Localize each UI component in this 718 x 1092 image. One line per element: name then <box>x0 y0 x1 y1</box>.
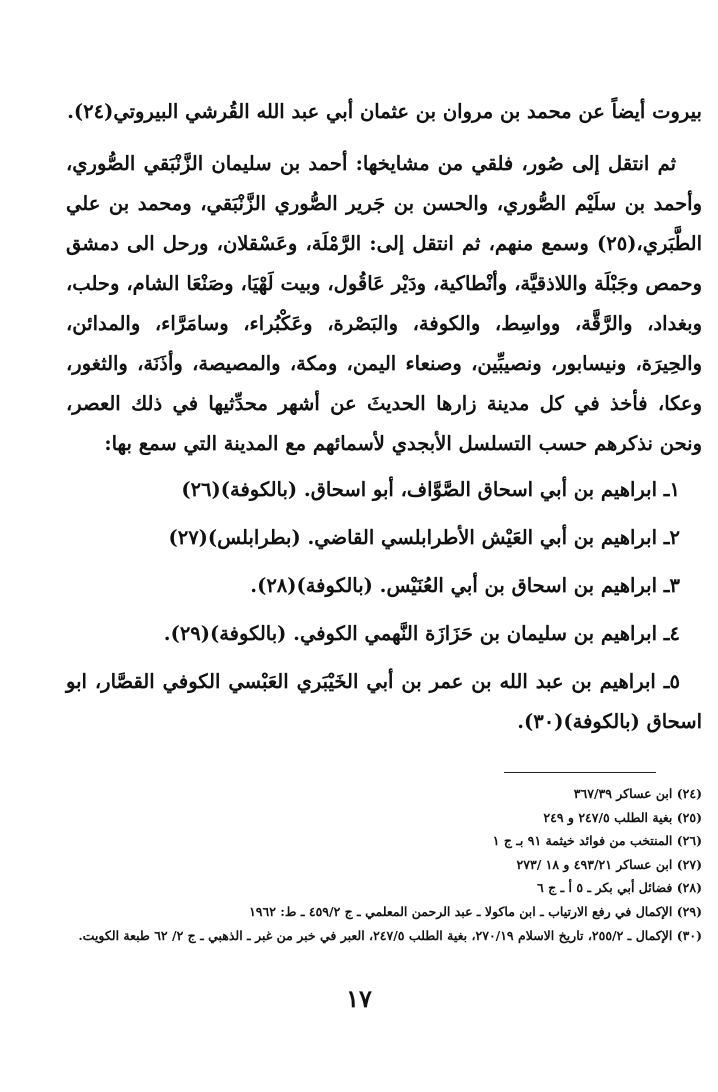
paragraph-travels: ثم انتقل إلى صُور، فلقي من مشايخها: أحمد بن سليمان الزَّنْبَقي الصُّوري، وأحمد بن سلَيْم الصُّوري، والحسن بن جَرير الصُّوري الزَّنْبَقي، ومحمد بن علي الطَّبَري،(٢٥) وسمع منهم، ثم انتقل إلى: الرَّمْلَة، وعَسْقلان، ورحل الى دمشق وحمص وجَبْلَة واللاذقيَّة، وأنْطاكية، ودَيْر عَاقُول، وبيت لَهْيَا، وصَنْعَا الشام، وحلب، وبغداد، والرَّقَّة، وواسِط، والكوفة، والبَصْرة، وعَكْبُراء، وسامَرَّاء، والمدائن، والحِيرَة، ونيسابور، ونصيبِّين، وصنعاء اليمن، ومكة، والمصيصة، وأذَنَة، والثغور، وعكا، فأخذ في كل مدينة زارها الحديثَ عن أشهر محدِّثيها في ذلك العصر، ونحن نذكرهم حسب التسلسل الأبجدي لأسمائهم مع المدينة التي سمع بها: <box>66 152 702 455</box>
list-item: ٤ـ ابراهيم بن سليمان بن حَزَازَة النَّهمي الكوفي. (بالكوفة)(٢٩). <box>163 622 680 645</box>
footnote: (٢٧) ابن عساكر ٤٩٣/٢١ و ١٨ /٢٧٣ <box>516 856 702 872</box>
footnote: (٢٥) بغية الطلب ٢٤٧/٥ و ٢٤٩ <box>543 809 702 825</box>
page-number: ١٧ <box>346 984 372 1013</box>
main-text <box>66 92 702 742</box>
footnote: (٢٤) ابن عساكر ٣٦٧/٣٩ <box>573 786 702 801</box>
footnote-divider <box>504 772 656 773</box>
footnote: (٣٠) الإكمال ـ ٢٥٥/٢، تاريخ الاسلام ٢٧٠/١٩، بغية الطلب ٢٤٧/٥، العبر في خبر من غبر ـ الذهبي ـ ج ٢/ ٦٢ طبعة الكويت. <box>78 927 702 943</box>
footnotes <box>40 782 702 947</box>
footnote: (٢٨) فضائل أبي بكر ـ ٥ أ ـ ج ٦ <box>537 880 702 896</box>
list-item: ٢ـ ابراهيم بن أبي العَيْش الأطرابلسي القاضي. (بطرابلس)(٢٧) <box>168 526 680 549</box>
list-item: ٥ـ ابراهيم بن عبد الله بن عمر بن أبي الخَيْبَري العَبْسي الكوفي القصَّار، ابو اسحاق (بالكوفة)(٣٠). <box>66 670 702 733</box>
footnote: (٢٩) الإكمال في رفع الارتياب ـ ابن ماكولا ـ عبد الرحمن المعلمي ـ ج ٤٥٩/٢ ـ ط: ١٩٦٢ <box>249 903 702 919</box>
paragraph-continuation: بيروت أيضاً عن محمد بن مروان بن عثمان أبي عبد الله القُرشي البيروتي(٢٤). <box>67 100 702 123</box>
footnote: (٢٦) المنتخب من فوائد خيثمة ٩١ بـ ج ١ <box>492 833 702 849</box>
list-item: ٣ـ ابراهيم بن اسحاق بن أبي العُنَيْس. (بالكوفة)(٢٨). <box>250 574 680 597</box>
list-item: ١ـ ابراهيم بن أبي اسحاق الصَّوَّاف، أبو اسحاق. (بالكوفة)(٢٦) <box>181 478 680 501</box>
